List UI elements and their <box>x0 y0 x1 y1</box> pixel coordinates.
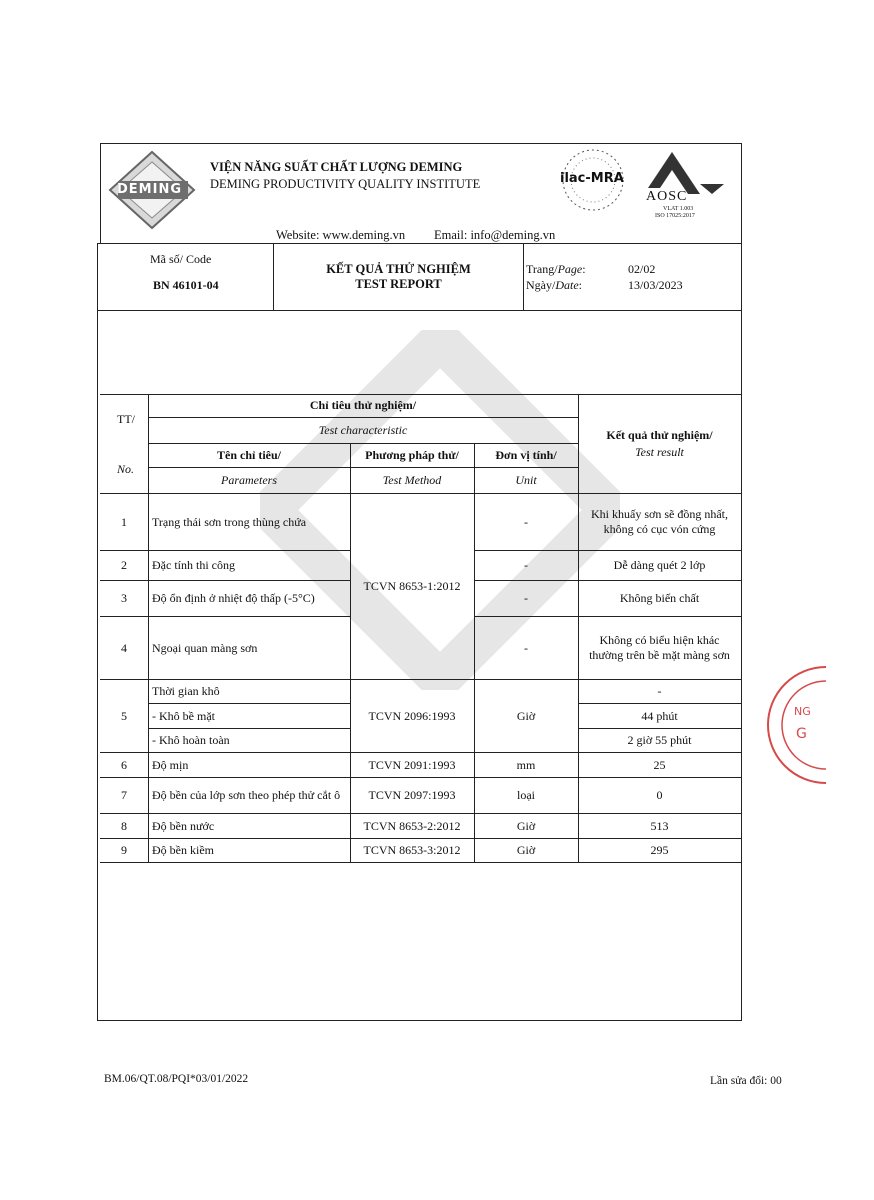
row-4-result: Không có biểu hiện khác thường trên bề mặt màng sơn <box>589 633 730 662</box>
tt-header: TT/ <box>117 412 135 426</box>
no-header: No. <box>117 462 135 476</box>
row-2-no: 2 <box>121 558 127 572</box>
row-7-result: 0 <box>656 788 663 802</box>
form-code: BM.06/QT.08/PQI*03/01/2022 <box>104 1073 249 1085</box>
result-header-vn: Kết quả thử nghiệm/ <box>606 427 713 442</box>
row-8-param: Độ bền nước <box>152 818 215 833</box>
method-header-en: Test Method <box>382 472 442 487</box>
aosc-iso: ISO 17025:2017 <box>655 213 695 219</box>
row-2-unit: - <box>524 558 528 572</box>
row-5-no: 5 <box>121 708 127 723</box>
row-8-unit: Giờ <box>516 818 536 833</box>
row-6-unit: mm <box>516 757 536 772</box>
page-label: Trang/Page: <box>526 262 586 276</box>
row-7-method: TCVN 2097:1993 <box>368 788 456 802</box>
row-5b-param: - Khô hoàn toàn <box>152 733 230 747</box>
row-4-no: 4 <box>121 640 127 655</box>
param-header-vn: Tên chỉ tiêu/ <box>216 447 281 462</box>
row-9-param: Độ bền kiềm <box>152 843 214 857</box>
page-value: 02/02 <box>628 262 656 276</box>
institute-name-en: DEMING PRODUCTIVITY QUALITY INSTITUTE <box>210 177 481 191</box>
row-4-param: Ngoại quan màng sơn <box>152 640 258 655</box>
row-4-unit: - <box>524 640 528 655</box>
unit-header-en: Unit <box>515 472 537 487</box>
row-5a-param: - Khô bề mặt <box>152 708 215 723</box>
report-title-vn: KẾT QUẢ THỬ NGHIỆM <box>326 262 471 276</box>
row-3-result: Không biến chất <box>619 591 700 605</box>
code-value: BN 46101-04 <box>153 278 219 292</box>
row-9-method: TCVN 8653-3:2012 <box>363 843 461 857</box>
row-1-unit: - <box>524 514 528 529</box>
row-5-result: - <box>657 684 662 698</box>
table-line-r9 <box>100 862 742 863</box>
row-2-param: Đặc tính thi công <box>152 558 235 572</box>
row-3-unit: - <box>524 591 528 605</box>
website-text: Website: www.deming.vn <box>276 228 406 242</box>
email-text: Email: info@deming.vn <box>434 228 556 242</box>
row-8-method: TCVN 8653-2:2012 <box>363 818 461 833</box>
row-5b-result: 2 giờ 55 phút <box>627 733 692 747</box>
row-2-result: Dễ dàng quét 2 lớp <box>613 558 706 572</box>
row-6-method: TCVN 2091:1993 <box>368 757 456 772</box>
method-header-vn: Phương pháp thử/ <box>365 447 459 462</box>
row-9-no: 9 <box>121 843 127 857</box>
row-9-result: 295 <box>650 843 669 857</box>
row-5-method: TCVN 2096:1993 <box>368 708 456 723</box>
row-7-unit: loại <box>517 788 535 802</box>
aosc-text: AOSC <box>646 189 688 204</box>
ilac-mra-text: ilac-MRA <box>560 171 624 186</box>
row-5-unit: Giờ <box>516 708 536 723</box>
row-6-no: 6 <box>121 757 127 772</box>
param-header-en: Parameters <box>221 472 277 487</box>
row-8-no: 8 <box>121 818 127 833</box>
row-9-unit: Giờ <box>516 843 536 857</box>
row-1-result: Khi khuấy sơn sẽ đồng nhất, không có cục vón cứng <box>591 507 728 536</box>
method-rows-1-4: TCVN 8653-1:2012 <box>363 579 461 593</box>
row-6-param: Độ mịn <box>152 757 189 772</box>
row-6-result: 25 <box>653 757 666 772</box>
report-title-en: TEST REPORT <box>355 277 442 291</box>
row-3-param: Độ ổn định ở nhiệt độ thấp (-5°C) <box>152 591 315 605</box>
unit-header-vn: Đơn vị tính/ <box>495 447 557 462</box>
aosc-vlat: VLAT 1.003 <box>663 206 694 212</box>
svg-text:NG: NG <box>794 705 811 718</box>
date-value: 13/03/2023 <box>628 278 683 292</box>
row-8-result: 513 <box>650 818 669 833</box>
row-5a-result: 44 phút <box>641 708 678 723</box>
institute-name-vn: VIỆN NĂNG SUẤT CHẤT LƯỢNG DEMING <box>210 160 463 174</box>
revision-label: Lần sửa đổi: 00 <box>710 1075 782 1087</box>
date-label: Ngày/Date: <box>526 278 582 292</box>
row-7-no: 7 <box>121 788 127 802</box>
svg-text:G: G <box>796 726 807 742</box>
code-label: Mã số/ Code <box>150 252 212 266</box>
meta-row-bottom-line <box>97 310 742 311</box>
red-stamp <box>766 660 826 790</box>
row-1-param: Trạng thái sơn trong thùng chứa <box>152 514 307 529</box>
row-5-param: Thời gian khô <box>152 684 220 698</box>
result-header-en: Test result <box>635 444 684 459</box>
characteristic-header-en: Test characteristic <box>318 422 408 437</box>
row-1-no: 1 <box>121 514 127 529</box>
table-vline-right <box>741 394 742 862</box>
row-7-param: Độ bền của lớp sơn theo phép thử cắt ô <box>152 788 341 802</box>
meta-divider-2 <box>523 243 524 310</box>
row-3-no: 3 <box>121 591 127 605</box>
deming-logo-text: DEMING <box>117 182 182 197</box>
characteristic-header-vn: Chỉ tiêu thử nghiệm/ <box>309 398 417 412</box>
